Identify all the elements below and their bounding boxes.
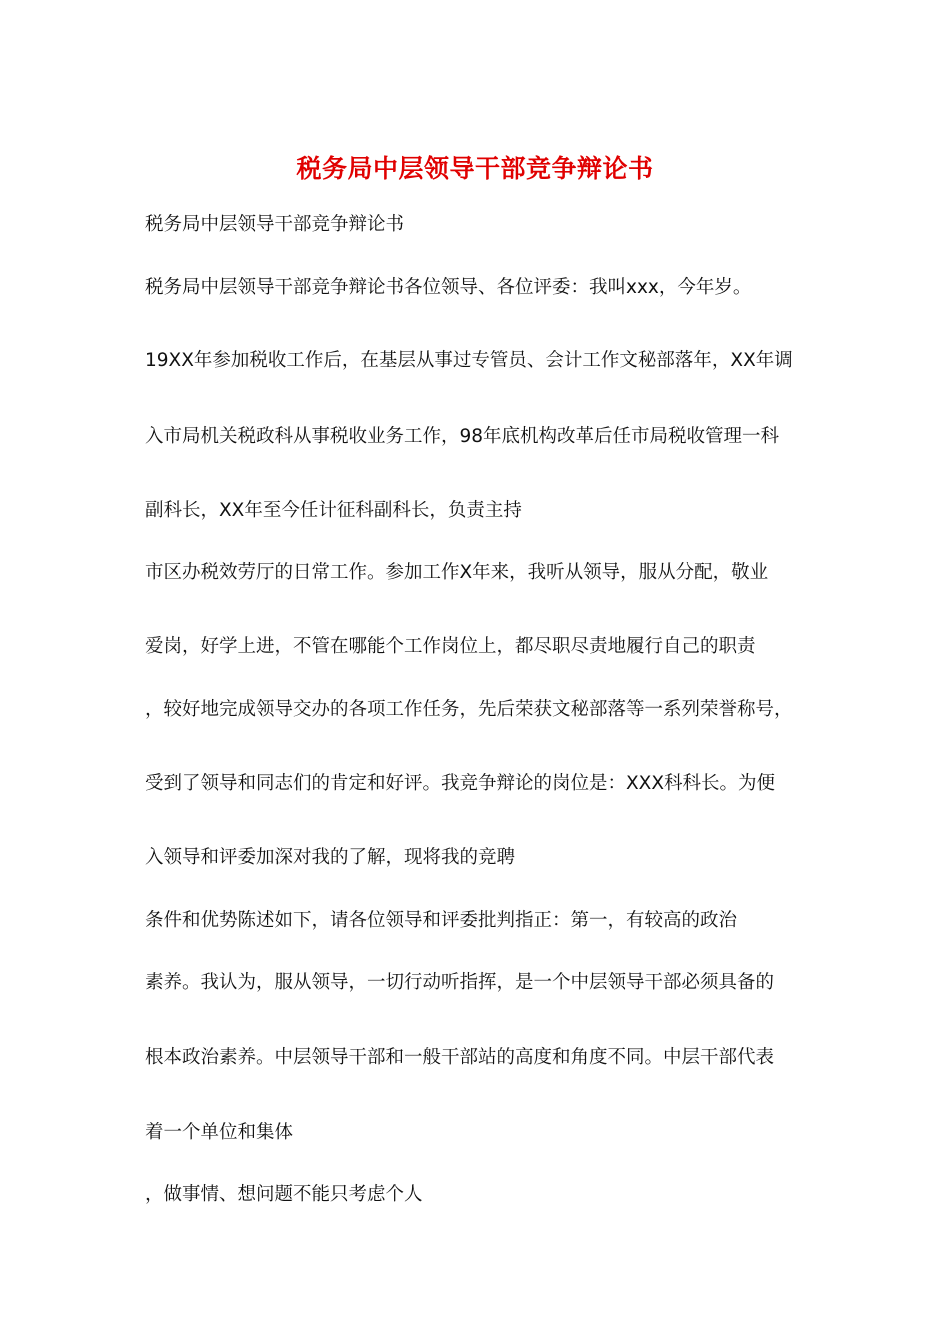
paragraph-line: 19XX年参加税收工作后，在基层从事过专管员、会计工作文秘部落年，XX年调 [145,350,793,371]
paragraph-line: 素养。我认为，服从领导，一切行动听指挥，是一个中层领导干部必须具备的 [145,972,775,993]
paragraph-line: 税务局中层领导干部竞争辩论书各位领导、各位评委：我叫xxx，今年岁。 [145,277,752,298]
paragraph-line: 副科长，XX年至今任计征科副科长，负责主持 [145,500,522,521]
paragraph-line: 入市局机关税政科从事税收业务工作，98年底机构改革后任市局税收管理一科 [145,426,780,447]
paragraph-line: ，较好地完成领导交办的各项工作任务，先后荣获文秘部落等一系列荣誉称号， [145,699,793,720]
paragraph-line: 市区办税效劳厅的日常工作。参加工作X年来，我听从领导，服从分配，敬业 [145,562,769,583]
paragraph-line: 受到了领导和同志们的肯定和好评。我竞争辩论的岗位是：XXX科科长。为便 [145,773,776,794]
document-title: 税务局中层领导干部竞争辩论书 [296,154,654,183]
paragraph-line: ，做事情、想问题不能只考虑个人 [145,1184,423,1205]
paragraph-line: 着一个单位和集体 [145,1122,294,1143]
paragraph-line: 入领导和评委加深对我的了解，现将我的竞聘 [145,847,516,868]
paragraph-line: 税务局中层领导干部竞争辩论书 [145,214,405,235]
paragraph-line: 根本政治素养。中层领导干部和一般干部站的高度和角度不同。中层干部代表 [145,1047,775,1068]
paragraph-line: 爱岗，好学上进，不管在哪能个工作岗位上，都尽职尽责地履行自己的职责 [145,636,756,657]
paragraph-line: 条件和优势陈述如下，请各位领导和评委批判指正：第一，有较高的政治 [145,910,738,931]
